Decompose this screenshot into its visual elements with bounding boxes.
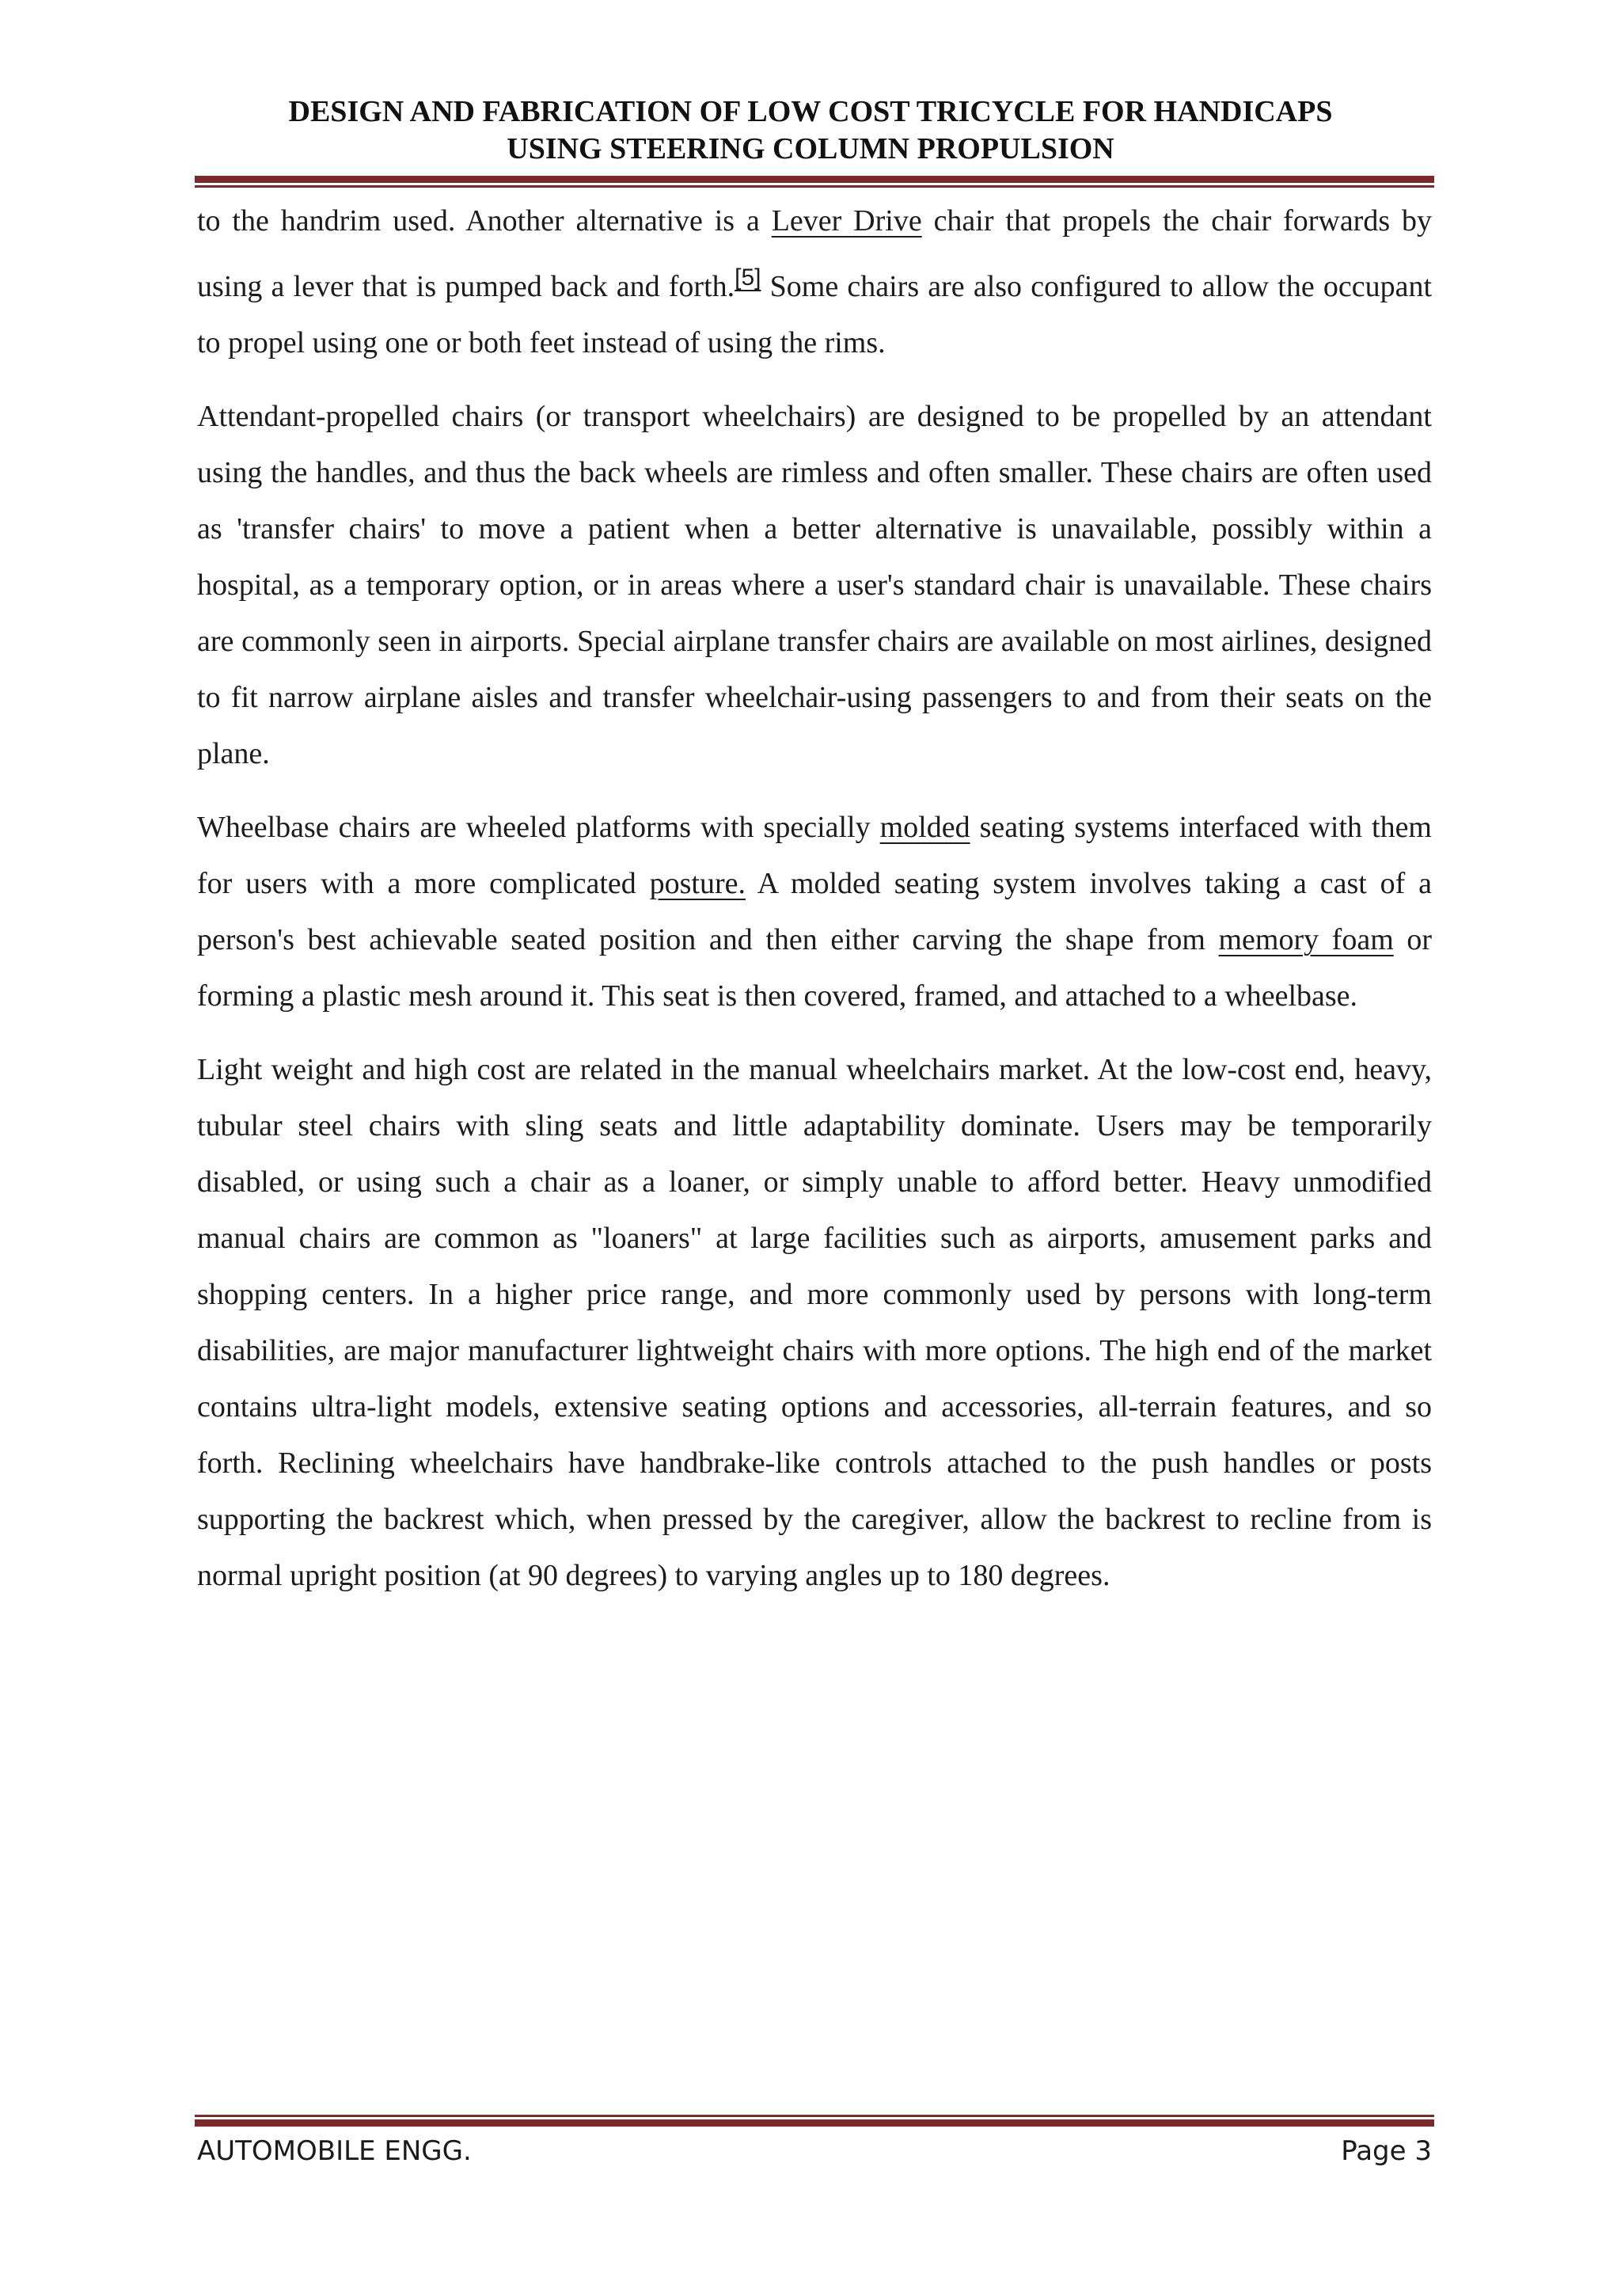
- paragraph-3: [197, 800, 1432, 1024]
- footer-rule: [195, 2115, 1434, 2127]
- page-number: Page 3: [1341, 2135, 1432, 2167]
- lever-drive-link[interactable]: Lever Drive: [771, 204, 922, 238]
- paragraph-2: Attendant-propelled chairs (or transport wheelchairs) are designed to be propelled by an attendant using the handles, and thus the back wheels are rimless and often smaller. These chairs are often used as 'transfer chairs' to move a patient when a better alternative is unavailable, possibly within a hospital, as a temporary option, or in areas where a user's standard chair is unavailable. These chairs are commonly seen in airports. Special airplane transfer chairs are available on most airlines, designed to fit narrow airplane aisles and transfer wheelchair-using passengers to and from their seats on the plane.: [197, 400, 1432, 770]
- posture-link[interactable]: posture.: [649, 867, 746, 900]
- page-header: [0, 93, 1621, 168]
- paragraph-1-text-c: Some chairs are also configured to allow the occupant to propel using one or both feet instead of using the rims.: [197, 270, 1432, 359]
- molded-link[interactable]: molded: [879, 811, 970, 844]
- paragraph-4: Light weight and high cost are related in the manual wheelchairs market. At the low-cost end, heavy, tubular steel chairs with sling seats and little adaptability dominate. Users may be temporarily disabled, or using such a chair as a loaner, or simply unable to afford better. Heavy unmodified manual chairs are common as "loaners" at large facilities such as airports, amusement parks and shopping centers. In a higher price range, and more commonly used by persons with long-term disabilities, are major manufacturer lightweight chairs with more options. The high end of the market contains ultra-light models, extensive seating options and accessories, all-terrain features, and so forth. Reclining wheelchairs have handbrake-like controls attached to the push handles or posts supporting the backrest which, when pressed by the caregiver, allow the backrest to recline from is normal upright position (at 90 degrees) to varying angles up to 180 degrees.: [197, 1053, 1432, 1592]
- memory-foam-link[interactable]: memory foam: [1218, 923, 1394, 956]
- paragraph-3-text-d: or forming a plastic mesh around it. This seat is then covered, framed, and attached to a wheelbase.: [197, 923, 1432, 1013]
- page-title-line-1: DESIGN AND FABRICATION OF LOW COST TRICYCLE FOR HANDICAPS: [288, 95, 1333, 128]
- paragraph-1: [197, 193, 1432, 371]
- citation-5-link[interactable]: [5]: [735, 264, 761, 291]
- footer-department: AUTOMOBILE ENGG.: [197, 2135, 472, 2167]
- page-title-line-2: USING STEERING COLUMN PROPULSION: [507, 132, 1114, 165]
- paragraph-1-text-a: to the handrim used. Another alternative is a: [197, 204, 772, 238]
- paragraph-3-text-b: seating systems interfaced with them for users with a more complicated: [197, 811, 1432, 900]
- header-rule: [195, 176, 1434, 188]
- page-body: [197, 193, 1432, 1621]
- paragraph-3-text-a: Wheelbase chairs are wheeled platforms with specially: [197, 811, 880, 844]
- paragraph-3-text-c: A molded seating system involves taking a cast of a person's best achievable seated position and then either carving the shape from: [197, 867, 1432, 956]
- paragraph-1-text-b: chair that propels the chair forwards by using a lever that is pumped back and forth.: [197, 204, 1432, 303]
